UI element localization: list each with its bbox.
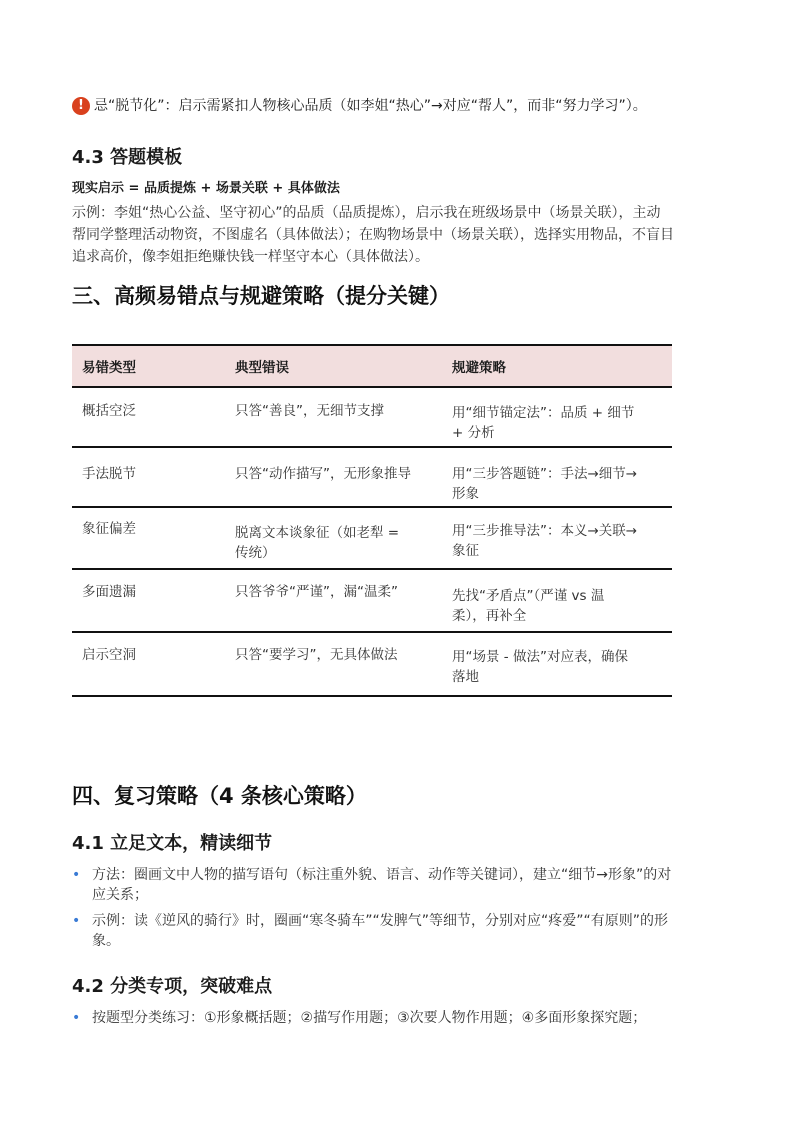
warning-text: 忌“脱节化”：启示需紧扣人物核心品质（如李姐“热心”→对应“帮人”，而非“努力学习”）。 xyxy=(94,98,647,114)
section-4-title: 四、复习策略（4 条核心策略） xyxy=(72,784,367,808)
table-cell-type: 启示空洞 xyxy=(82,647,136,663)
table-header-cell: 规避策略 xyxy=(452,360,506,376)
section-3-title: 三、高频易错点与规避策略（提分关键） xyxy=(72,284,450,308)
table-row xyxy=(72,388,672,448)
warning-note xyxy=(72,96,732,116)
table-cell-strategy: 用“细节锚定法”：品质 + 细节 + 分析 xyxy=(452,405,635,441)
table-cell-error: 只答“动作描写”，无形象推导 xyxy=(235,466,411,482)
table-cell-type: 概括空泛 xyxy=(82,403,136,419)
table-cell-strategy: 用“三步答题链”：手法→细节→ 形象 xyxy=(452,466,638,502)
table-cell-type: 象征偏差 xyxy=(82,521,136,537)
table-row xyxy=(72,448,672,508)
table-cell-strategy: 用“场景 - 做法”对应表，确保 落地 xyxy=(452,649,628,685)
example-paragraph xyxy=(72,202,674,268)
table-cell-error: 只答“要学习”，无具体做法 xyxy=(235,647,398,663)
table-cell-error: 只答爷爷“严谨”，漏“温柔” xyxy=(235,584,398,600)
mistakes-table xyxy=(72,344,672,697)
section-4-1-title: 4.1 立足文本，精读细节 xyxy=(72,833,273,854)
table-row xyxy=(72,508,672,570)
answer-formula: 现实启示 = 品质提炼 + 场景关联 + 具体做法 xyxy=(72,181,340,196)
list-item: • 方法：圈画文中人物的描写语句（标注重外貌、语言、动作等关键词），建立“细节→形象”的对 应关系； xyxy=(72,867,672,903)
example-line: 追求高价，像李姐拒绝赚快钱一样坚守本心（具体做法）。 xyxy=(72,249,429,265)
example-line: 示例：李姐“热心公益、坚守初心”的品质（品质提炼），启示我在班级场景中（场景关联），主动 xyxy=(72,205,661,221)
table-cell-strategy: 用“三步推导法”：本义→关联→ 象征 xyxy=(452,523,638,559)
table-cell-strategy: 先找“矛盾点”（严谨 vs 温 柔），再补全 xyxy=(452,588,605,624)
table-header-cell: 易错类型 xyxy=(82,360,136,376)
table-header-row xyxy=(72,344,672,388)
table-row xyxy=(72,633,672,697)
table-cell-error: 只答“善良”，无细节支撑 xyxy=(235,403,384,419)
bullet-icon: • xyxy=(72,1010,81,1026)
table-cell-error: 脱离文本谈象征（如老犁 = 传统） xyxy=(235,525,400,561)
table-cell-type: 多面遗漏 xyxy=(82,584,136,600)
list-item: • 按题型分类练习：①形象概括题；②描写作用题；③次要人物作用题；④多面形象探究题； xyxy=(72,1010,647,1026)
list-item: • 示例：读《逆风的骑行》时，圈画“寒冬骑车”“发脾气”等细节，分别对应“疼爱”“有原则”的形 象。 xyxy=(72,913,669,949)
table-row xyxy=(72,570,672,633)
table-cell-type: 手法脱节 xyxy=(82,466,136,482)
example-line: 帮同学整理活动物资，不图虚名（具体做法）；在购物场景中（场景关联），选择实用物品，不盲目 xyxy=(72,227,674,243)
section-4-3-title: 4.3 答题模板 xyxy=(72,147,183,168)
section-4-2-title: 4.2 分类专项，突破难点 xyxy=(72,976,273,997)
bullet-icon: • xyxy=(72,867,81,883)
table-header-cell: 典型错误 xyxy=(235,360,289,376)
bullet-icon: • xyxy=(72,913,81,929)
exclamation-icon: ! xyxy=(72,97,90,115)
